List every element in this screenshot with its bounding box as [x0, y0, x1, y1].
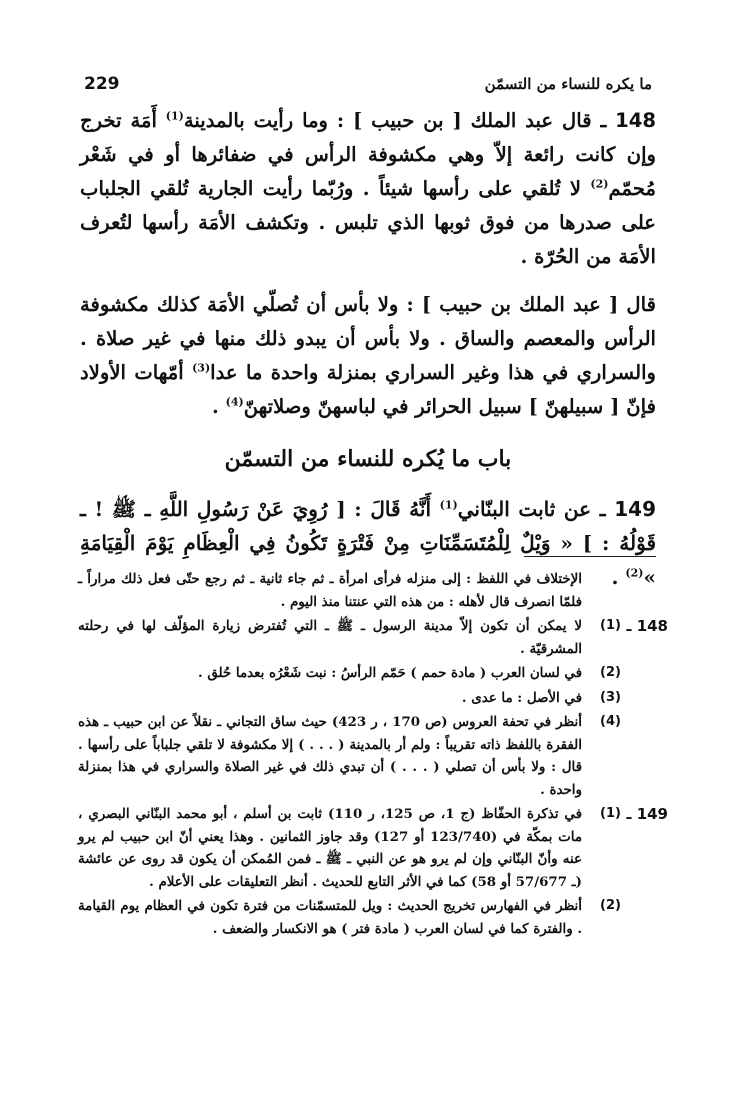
- footnote-ref: (2): [590, 177, 609, 191]
- footnotes: [78, 568, 668, 942]
- footnote: [78, 711, 660, 801]
- footnote-ref: (1): [439, 498, 458, 512]
- footnote-group-148: [78, 615, 668, 801]
- footnote-marker: (4): [600, 714, 621, 729]
- footnote-text: في تذكرة الحفّاظ (ج 1، ص 125، ر 110) ثابت بن أسلم ، أبو محمد البنّاني البصري ، مات بمكّة في (123/740 أو 127) وقد جاوز الثمانين . وهذا يعني أنّ ابن حبيب لم يرو عنه وأنّ البنّاني وإن لم يرو هو عن النبي ـ ﷺ ـ فمن المُمكن أن يكون قد روى عن عائشة (ـ 57/677 أو 58) كما في الأثر التابع للحديث . أنظر التعليقات على الأعلام .: [78, 806, 582, 890]
- paragraph-148-continued: [80, 288, 656, 424]
- header-title: ما يكره للنساء من التسمّن: [484, 75, 652, 93]
- footnote-divider: [524, 556, 656, 557]
- footnote-marker: (2): [600, 898, 621, 913]
- paragraph-text: ـ قال عبد الملك [ بن حبيب ] : وما رأيت بالمدينة: [183, 109, 616, 132]
- paragraph-148: [80, 104, 656, 274]
- paragraph-text: قال [ عبد الملك بن حبيب ] : ولا بأس أن تُصلّي الأمَة كذلك مكشوفة الرأس والمعصم والساق . ولا بأس أن يبدو ذلك منها في غير صلاة . والسراري في هذا وغير السراري بمنزلة واحدة ما عدا: [80, 293, 656, 384]
- paragraph-text: أَمَة تخرج وإن كانت رائعة إلاّ وهي مكشوفة الرأس في ضفائرها أو في شَعْر مُحمّم: [80, 109, 656, 200]
- footnote-group-number: 149 ـ: [626, 805, 668, 823]
- footnote-group-number: 148 ـ: [626, 617, 668, 635]
- paragraph-number: 149: [614, 497, 656, 521]
- footnote: [78, 687, 660, 710]
- footnote-text: في لسان العرب ( مادة حمم ) حَمّم الرأسُ : نبت شَعْرُه بعدما حُلق .: [198, 665, 582, 681]
- page-number: 229: [84, 74, 120, 94]
- paragraph-text: .: [211, 395, 226, 418]
- footnote: [78, 803, 660, 893]
- footnote-ref: (3): [192, 361, 211, 375]
- footnote-text: لا يمكن أن تكون إلاّ مدينة الرسول ـ ﷺ ـ التي تُفترض زيارة المؤلّف لها في رحلته المشرقيّة .: [78, 618, 582, 657]
- footnote-ref: (1): [165, 109, 184, 123]
- footnote-ref: (2): [625, 566, 644, 580]
- footnote-marker: (3): [600, 689, 621, 705]
- footnote: [78, 662, 660, 685]
- footnote-marker: (1): [600, 618, 621, 633]
- footnote-continuation: الإختلاف في اللفظ : إلى منزله فرأى امرأة ـ ثم جاء ثانية ـ ثم رجع حتّى فعل ذلك مراراً ـ فلمّا انصرف قال لأهله : من هذه التي عنتنا منذ اليوم .: [78, 571, 582, 610]
- paragraph-text: ـ عن ثابت البنّاني: [457, 497, 615, 521]
- footnote: [78, 615, 660, 660]
- running-header: [84, 70, 652, 98]
- footnote-ref: (4): [225, 395, 244, 409]
- main-text: [80, 104, 656, 608]
- hadith-text: أَنَّهُ قَالَ : [ رُوِيَ عَنْ رَسُولِ اللَّهِ ـ ﷺ ! ـ قَوْلُهُ : ] « وَيْلٌ لِلْمُتَسَمِّنَاتِ مِنْ فَتْرَةٍ تَكُونُ فِي الْعِظَامِ يَوْمَ الْقِيَامَةِ »: [80, 497, 656, 589]
- footnote-group-149: [78, 803, 668, 940]
- footnote-text: أنظر في الفهارس تخريج الحديث : ويل للمتسمّنات من فترة تكون في العظام يوم القيامة . والفترة كما في لسان العرب ( مادة فتر ) هو الانكسار والضعف .: [78, 898, 582, 937]
- paragraph-text: .: [611, 565, 626, 589]
- paragraph-text: أمّهات الأولاد فإنّ [ سبيلهنّ ] سبيل الحرائر في لباسهنّ وصلاتهنّ: [80, 361, 656, 418]
- footnote: [78, 895, 660, 940]
- footnote-marker: (1): [600, 806, 621, 821]
- paragraph-text: لا تُلقي على رأسها شيئاً . ورُبّما رأيت الجارية تُلقي الجلباب على صدرها من فوق ثوبها الذي تلبس . وتكشف الأمَة رأسها لتُعرف الأمَة من الحُرّة .: [80, 177, 656, 268]
- paragraph-number: 148: [615, 109, 656, 132]
- footnote-text: أنظر في تحفة العروس (ص 170 ، ر 423) حيث ساق التجاني ـ نقلاً عن ابن حبيب ـ هذه الفقرة باللفظ ذاته تقريباً : ولم أر بالمدينة ( . . . ) إلا مكشوفة لا تلقي جلباباً على رأسها . قال : ولا بأس أن تصلي ( . . . ) أن تبدي ذلك في غير الصلاة والسراري في هذا بمنزلة واحدة .: [78, 714, 582, 798]
- footnote-text: في الأصل : ما عدى .: [461, 689, 582, 706]
- footnote-marker: (2): [600, 665, 621, 680]
- chapter-heading: باب ما يُكره للنساء من التسمّن: [224, 446, 512, 472]
